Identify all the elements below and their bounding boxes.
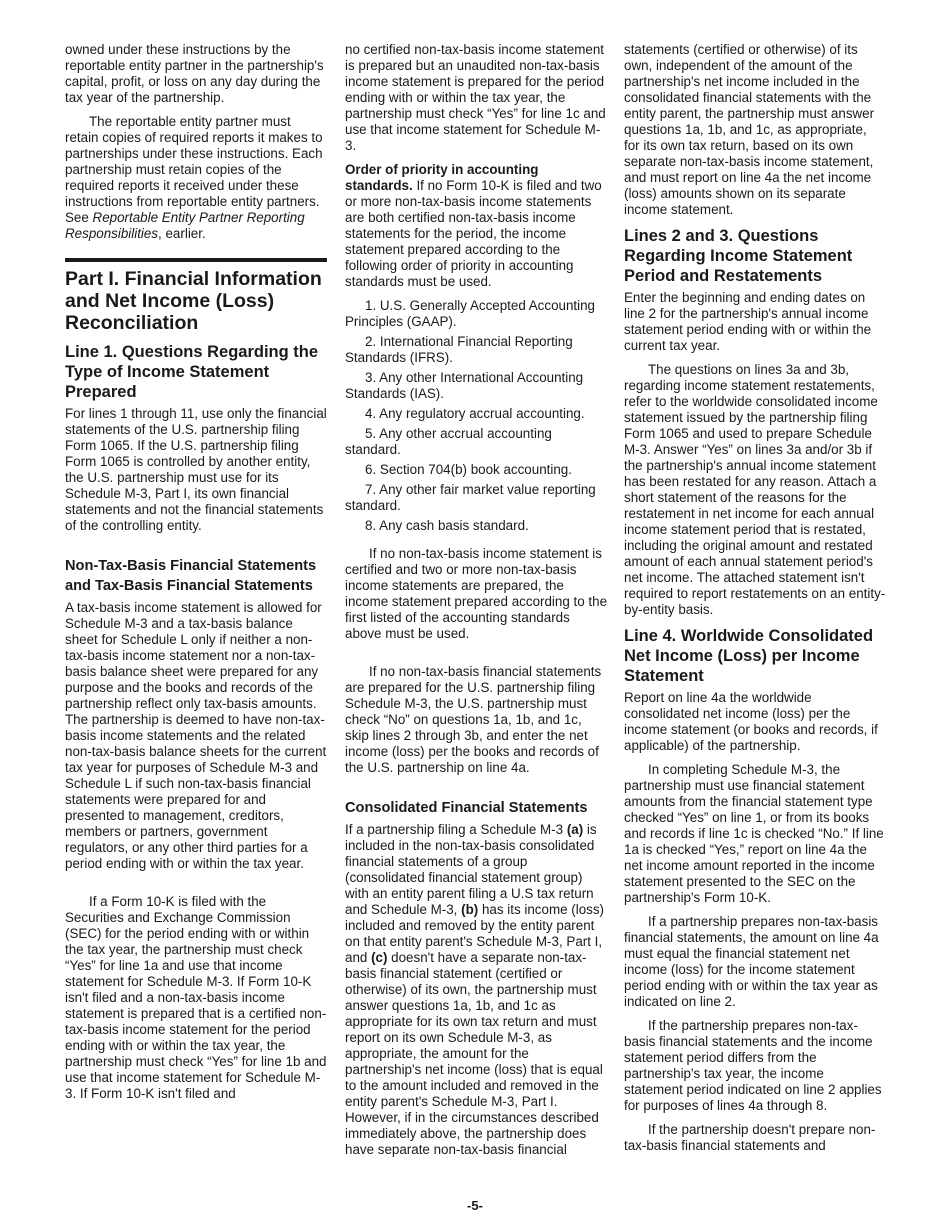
- list-item: 4. Any regulatory accrual accounting.: [365, 406, 585, 421]
- nontax-basis-heading: Non-Tax-Basis Financial Statements and Tax-Basis Financial Statements: [65, 558, 317, 594]
- paragraph: If no non-tax-basis financial statements are prepared for the U.S. partnership filing Schedule M-3, the U.S. partnership must check “No” on questions 1a, 1b, and 1c, skip lines 2 through 3b, and enter the net income (loss) per the books and records of the U.S. partnership on line 4a.: [345, 664, 602, 775]
- paragraph: Order of priority in accounting standards. If no Form 10-K is filed and two or more non-tax-basis income statements are both certified non-tax-basis income statements for the period, the income statement prepared according to the following order of priority in accounting standards must be used.: [345, 162, 602, 289]
- column-2: [345, 42, 607, 1166]
- line1-heading: Line 1. Questions Regarding the Type of Income Statement Prepared: [65, 343, 319, 401]
- section-rule: [65, 258, 327, 262]
- paragraph: If the partnership doesn't prepare non-tax-basis financial statements and: [624, 1122, 876, 1153]
- list-item: 5. Any other accrual accounting standard.: [345, 426, 552, 457]
- column-3: [624, 42, 886, 1162]
- paragraph: If a partnership filing a Schedule M-3 (a) is included in the non-tax-basis consolidated financial statements of a group (consolidated financial statement group) with an entity parent filing a U.S tax return and Schedule M-3, (b) has its income (loss) included and removed by the entity parent on that entity parent's Schedule M-3, Part I, and (c) doesn't have a separate non-tax-basis financial statement (certified or otherwise) of its own, the partnership must answer questions 1a, 1b, and 1c as appropriate for its own tax return and must report on its own Schedule M-3, as appropriate, the amount for the partnership's net income (loss) that is equal to the amount included and removed in the entity parent's Schedule M-3, Part I. However, if in the circumstances described immediately above, the partnership does have separate non-tax-basis financial: [345, 822, 604, 1157]
- paragraph: If the partnership prepares non-tax-basis financial statements and the income statement period differs from the partnership's tax year, the income statement period indicated on line 2 applies for purposes of lines 4a through 8.: [624, 1018, 882, 1113]
- paragraph: owned under these instructions by the reportable entity partner in the partnership's capital, profit, or loss on any day during the tax year of the partnership.: [65, 42, 324, 105]
- list-item: 7. Any other fair market value reporting standard.: [345, 482, 596, 513]
- line4-heading: Line 4. Worldwide Consolidated Net Income (Loss) per Income Statement: [624, 627, 874, 685]
- paragraph: statements (certified or otherwise) of its own, independent of the amount of the partnership's net income included in the consolidated financial statements with the entity parent, the partnership must answer questions 1a, 1b, and 1c, as appropriate, for its own tax return, based on its own separate non-tax-basis income statement, and must report on line 4a the net income (loss) amounts shown on its separate income statement.: [624, 42, 875, 217]
- paragraph: If a partnership prepares non-tax-basis financial statements, the amount on line 4a must equal the financial statement net income (loss) for the income statement period ending with or within the tax year as indicated on line 2.: [624, 914, 879, 1009]
- list-item: 6. Section 704(b) book accounting.: [365, 462, 572, 477]
- paragraph: The questions on lines 3a and 3b, regarding income statement restatements, refer to the worldwide consolidated income statement issued by the partnership filing Form 1065 and used to prepare Schedule M-3. Answer “Yes” on lines 3a and/or 3b if the partnership's annual income statement has been restated for any reason. Attach a short statement of the reasons for the restatement in net income for each annual income statement period that is restated, including the original amount and restated amount of each annual statement period's net income. The attached statement isn't required to report restatements on an entity-by-entity basis.: [624, 362, 886, 617]
- paragraph: For lines 1 through 11, use only the financial statements of the U.S. partnership filing Form 1065. If the U.S. partnership filing Form 1065 is controlled by another entity, the U.S. partnership must use for its Schedule M-3, Part I, its own financial statements and not the financial statements of the controlling entity.: [65, 406, 327, 533]
- page-number: -5-: [467, 1198, 483, 1213]
- list-item: 2. International Financial Reporting Standards (IFRS).: [345, 334, 573, 365]
- consolidated-heading: Consolidated Financial Statements: [345, 800, 588, 816]
- paragraph: The reportable entity partner must retain copies of required reports it makes to partnerships under these instructions. Each partnership must retain copies of the required reports it received under these instructions from reportable entity partners. See Reportable Entity Partner Reporting Responsibilities, earlier.: [65, 114, 323, 241]
- list-item: 8. Any cash basis standard.: [365, 518, 529, 533]
- paragraph: A tax-basis income statement is allowed for Schedule M-3 and a tax-basis balance sheet for Schedule L only if neither a non-tax-basis income statement nor a non-tax-basis balance sheet were prepared for any purpose and the books and records of the partnership reflect only tax-basis amounts. The partnership is deemed to have non-tax-basis income statements and the related non-tax-basis balance sheets for the current tax year for purposes of Schedule M-3 and Schedule L if such non-tax-basis financial statements were prepared for and presented to management, creditors, members or partners, government regulators, or any other third parties for a period ending with or within the tax year.: [65, 600, 327, 871]
- paragraph: If no non-tax-basis income statement is certified and two or more non-tax-basis income statements are prepared, the income statement prepared according to the first listed of the accounting standards above must be used.: [345, 546, 608, 641]
- paragraph: Enter the beginning and ending dates on line 2 for the partnership's annual income statement period ending with or within the current tax year.: [624, 290, 872, 353]
- part1-heading: Part I. Financial Information and Net Income (Loss) Reconciliation: [65, 268, 322, 334]
- paragraph: If a Form 10-K is filed with the Securities and Exchange Commission (SEC) for the period ending with or within the tax year, the partnership must check “Yes” for line 1a and use that income statement for Schedule M-3. If Form 10-K isn't filed and a non-tax-basis income statement is prepared that is a certified non-tax-basis income statement for the period ending with or within the tax year, the partnership must check “Yes” for line 1b and use that income statement for Schedule M-3. If Form 10-K isn't filed and: [65, 894, 327, 1101]
- list-item: 3. Any other International Accounting Standards (IAS).: [345, 370, 584, 401]
- paragraph: In completing Schedule M-3, the partnership must use financial statement amounts from the financial statement type checked “Yes” on line 1, or from its books and records if line 1c is checked “No.” If line 1a is checked “Yes,” report on line 4a the net income amount reported in the income statement presented to the SEC on the partnership's Form 10-K.: [624, 762, 884, 905]
- list-item: 1. U.S. Generally Accepted Accounting Principles (GAAP).: [345, 298, 596, 329]
- paragraph: no certified non-tax-basis income statement is prepared but an unaudited non-tax-basis income statement is prepared for the period ending with or within the tax year, the partnership must check “Yes” for line 1c and use that income statement for Schedule M-3.: [345, 42, 606, 153]
- lines23-heading: Lines 2 and 3. Questions Regarding Income Statement Period and Restatements: [624, 227, 853, 285]
- paragraph: Report on line 4a the worldwide consolidated net income (loss) per the income statement (or books and records, if applicable) of the partnership.: [624, 690, 878, 753]
- column-1: [65, 42, 327, 1110]
